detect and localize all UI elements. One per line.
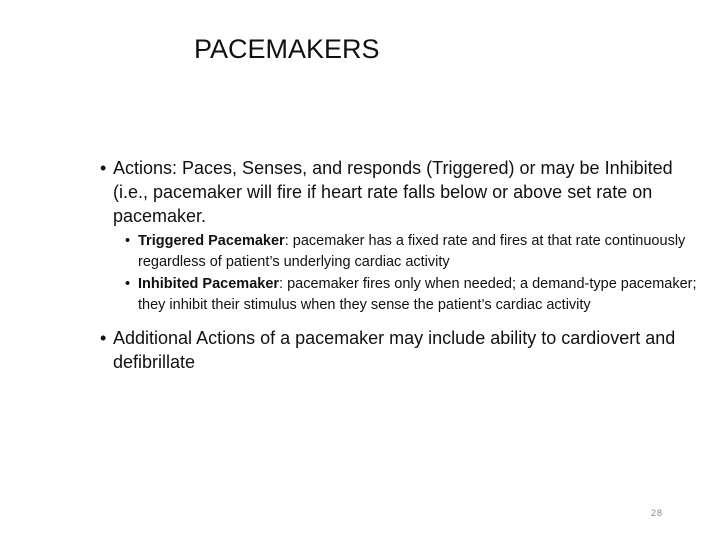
bullet-dot: • [125, 233, 131, 249]
bullet-additional-actions [100, 326, 685, 374]
bullet-additional-actions-text: Additional Actions of a pacemaker may include ability to cardiovert and defibrillate [113, 328, 676, 372]
bullet-dot: • [100, 328, 107, 348]
bullet-triggered-pacemaker [125, 231, 698, 273]
slide-content [100, 156, 700, 374]
triggered-pacemaker-term: Triggered Pacemaker [138, 233, 285, 249]
bullet-dot: • [125, 276, 131, 292]
inhibited-pacemaker-text: : pacemaker fires only when needed; a demand-type pacemaker; they inhibit their stimulus when they sense the patient’s cardiac activity [138, 276, 697, 313]
bullet-dot: • [100, 158, 107, 178]
bullet-actions [100, 156, 685, 228]
page-number: 28 [651, 508, 664, 518]
slide-title: PACEMAKERS [194, 34, 380, 64]
triggered-pacemaker-text: : pacemaker has a fixed rate and fires at that rate continuously regardless of patient’s underlying cardiac activity [138, 233, 686, 270]
bullet-inhibited-pacemaker [125, 274, 698, 316]
inhibited-pacemaker-term: Inhibited Pacemaker [138, 276, 280, 292]
bullet-actions-text: Actions: Paces, Senses, and responds (Triggered) or may be Inhibited (i.e., pacemaker will fire if heart rate falls below or above set rate on pacemaker. [113, 158, 673, 226]
